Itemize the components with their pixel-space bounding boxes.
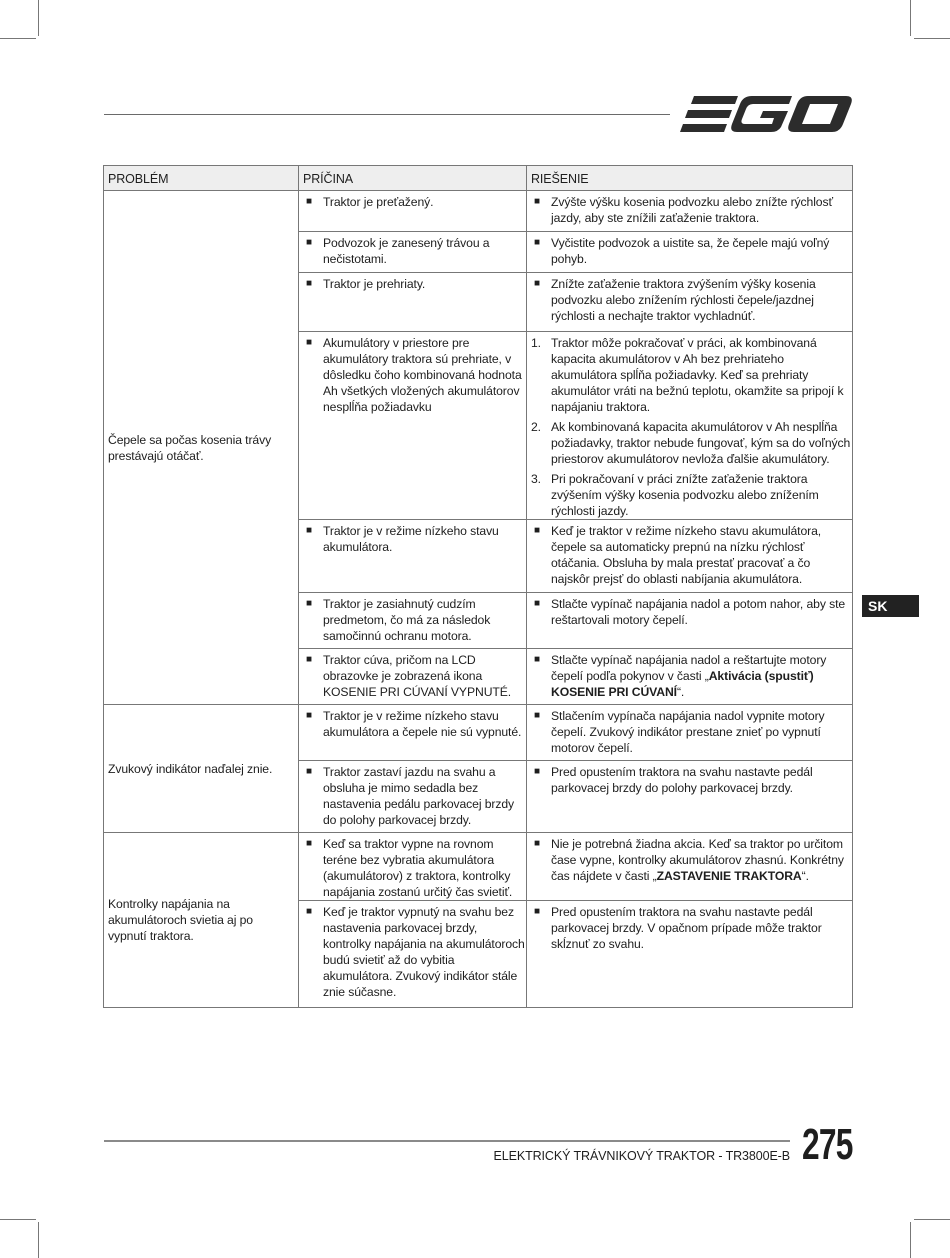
cause-cell: ■ Keď je traktor vypnutý na svahu bez nastavenia parkovacej brzdy, kontrolky napájania na akumulátoroch budú svietiť až do vybitia akumulátora. Zvukový indikátor stále znie súčasne. xyxy=(299,901,527,1008)
square-bullet-icon: ■ xyxy=(306,337,312,348)
numbered-item: 3. Pri pokračovaní v práci znížte zaťaženie traktora zvýšením výšky kosenia podvozku alebo znížením rýchlosti jazdy. xyxy=(531,472,819,518)
square-bullet-icon: ■ xyxy=(306,654,312,665)
cause-cell: ■ Traktor zastaví jazdu na svahu a obsluha je mimo sedadla bez nastavenia pedálu parkovacej brzdy do polohy parkovacej brzdy. xyxy=(299,761,527,833)
problem-text: Kontrolky napájania na akumulátoroch svietia aj po vypnutí traktora. xyxy=(108,897,253,943)
square-bullet-icon: ■ xyxy=(306,766,312,777)
solution-cell: ■ Znížte zaťaženie traktora zvýšením výšky kosenia podvozku alebo znížením rýchlosti čepele/jazdnej rýchlosti a nechajte traktor vychladnúť. xyxy=(527,273,853,332)
table-row xyxy=(104,705,853,761)
numbered-item: 2. Ak kombinovaná kapacita akumulátorov v Ah nesplĺňa požiadavky, traktor nebude fungovať, kým sa do voľných priestorov akumulátorov nevloža ďalšie akumulátory. xyxy=(531,420,851,466)
solution-cell: ■ Stlačením vypínača napájania nadol vypnite motory čepelí. Zvukový indikátor prestane znieť po vypnutí motorov čepelí. xyxy=(527,705,853,761)
solution-cell: ■ Keď je traktor v režime nízkeho stavu akumulátora, čepele sa automaticky prepnú na nízku rýchlosť otáčania. Obsluha by mala prestať pracovať a čo najskôr prejsť do oblasti nabíjania akumulátora. xyxy=(527,520,853,593)
numbered-item: 1. Traktor môže pokračovať v práci, ak kombinovaná kapacita akumulátorov v Ah bez prehriateho akumulátora splĺňa požiadavky. Keď sa prehriaty akumulátor vráti na bežnú teplotu, okamžite sa pripojí k napájaniu traktora. xyxy=(531,336,844,414)
section-reference: Aktivácia (spustiť) KOSENIE PRI CÚVANÍ xyxy=(551,669,814,699)
cause-cell: ■ Traktor je prehriaty. xyxy=(299,273,527,332)
page-number: 275 xyxy=(802,1120,853,1169)
crop-mark xyxy=(914,38,950,39)
cause-cell: ■ Keď sa traktor vypne na rovnom teréne bez vybratia akumulátora (akumulátorov) z traktora, kontrolky napájania zostanú určitý čas svietiť. xyxy=(299,833,527,901)
cause-cell: ■ Traktor je zasiahnutý cudzím predmetom, čo má za následok samočinnú ochranu motora. xyxy=(299,593,527,649)
cause-cell: ■ Akumulátory v priestore pre akumulátory traktora sú prehriate, v dôsledku čoho kombinovaná hodnota Ah všetkých vložených akumulátorov nesplĺňa požiadavku xyxy=(299,332,527,520)
problem-text: Zvukový indikátor naďalej znie. xyxy=(108,761,273,776)
table-row xyxy=(104,191,853,232)
solution-cell: ■ Zvýšte výšku kosenia podvozku alebo znížte rýchlosť jazdy, aby ste znížili zaťaženie traktora. xyxy=(527,191,853,232)
cause-cell: ■ Traktor je preťažený. xyxy=(299,191,527,232)
header-solution: RIEŠENIE xyxy=(527,166,853,191)
square-bullet-icon: ■ xyxy=(534,278,540,289)
crop-mark xyxy=(910,0,911,36)
cause-cell: ■ Traktor cúva, pričom na LCD obrazovke je zobrazená ikona KOSENIE PRI CÚVANÍ VYPNUTÉ. xyxy=(299,649,527,705)
square-bullet-icon: ■ xyxy=(534,906,540,917)
section-reference: ZASTAVENIE TRAKTORA xyxy=(656,869,802,883)
square-bullet-icon: ■ xyxy=(306,906,312,917)
square-bullet-icon: ■ xyxy=(534,196,540,207)
crop-mark xyxy=(914,1219,950,1220)
cause-cell: ■ Traktor je v režime nízkeho stavu akumulátora a čepele nie sú vypnuté. xyxy=(299,705,527,761)
solution-cell: ■ Pred opustením traktora na svahu nastavte pedál parkovacej brzdy do polohy parkovacej brzdy. xyxy=(527,761,853,833)
problem-cell xyxy=(104,833,299,1008)
header-cause: PRÍČINA xyxy=(299,166,527,191)
crop-mark xyxy=(38,0,39,36)
problem-text: Čepele sa počas kosenia trávy prestávajú otáčať. xyxy=(108,432,272,463)
solution-cell: ■ Pred opustením traktora na svahu nastavte pedál parkovacej brzdy. V opačnom prípade môže traktor skĺznuť zo svahu. xyxy=(527,901,853,1008)
solution-cell xyxy=(527,332,853,520)
troubleshooting-table xyxy=(103,165,853,1008)
language-tab: SK xyxy=(862,595,919,617)
square-bullet-icon: ■ xyxy=(534,598,540,609)
footer-title: ELEKTRICKÝ TRÁVNIKOVÝ TRAKTOR - TR3800E-B xyxy=(493,1149,790,1163)
solution-cell: ■ Stlačte vypínač napájania nadol a potom nahor, aby ste reštartovali motory čepelí. xyxy=(527,593,853,649)
solution-cell: ■ Vyčistite podvozok a uistite sa, že čepele majú voľný pohyb. xyxy=(527,232,853,273)
table-header-row xyxy=(104,166,853,191)
square-bullet-icon: ■ xyxy=(534,838,540,849)
square-bullet-icon: ■ xyxy=(306,525,312,536)
square-bullet-icon: ■ xyxy=(306,237,312,248)
square-bullet-icon: ■ xyxy=(306,838,312,849)
solution-cell: ■ Nie je potrebná žiadna akcia. Keď sa traktor po určitom čase vypne, kontrolky akumulátorov zhasnú. Konkrétny čas nájdete v časti „ZASTAVENIE TRAKTORA“. xyxy=(527,833,853,901)
footer-rule xyxy=(104,1140,790,1142)
square-bullet-icon: ■ xyxy=(534,654,540,665)
square-bullet-icon: ■ xyxy=(306,710,312,721)
cause-cell: ■ Traktor je v režime nízkeho stavu akumulátora. xyxy=(299,520,527,593)
ego-logo xyxy=(680,94,852,134)
square-bullet-icon: ■ xyxy=(534,766,540,777)
crop-mark xyxy=(0,1219,36,1220)
square-bullet-icon: ■ xyxy=(306,598,312,609)
crop-mark xyxy=(38,1222,39,1258)
header-problem: PROBLÉM xyxy=(104,166,299,191)
square-bullet-icon: ■ xyxy=(534,237,540,248)
crop-mark xyxy=(910,1222,911,1258)
problem-cell xyxy=(104,191,299,705)
square-bullet-icon: ■ xyxy=(306,196,312,207)
square-bullet-icon: ■ xyxy=(534,710,540,721)
solution-cell: ■ Stlačte vypínač napájania nadol a reštartujte motory čepelí podľa pokynov v časti „Aktivácia (spustiť) KOSENIE PRI CÚVANÍ“. xyxy=(527,649,853,705)
square-bullet-icon: ■ xyxy=(534,525,540,536)
cause-cell: ■ Podvozok je zanesený trávou a nečistotami. xyxy=(299,232,527,273)
header-rule xyxy=(104,114,670,115)
crop-mark xyxy=(0,38,36,39)
table-row xyxy=(104,833,853,901)
problem-cell xyxy=(104,705,299,833)
square-bullet-icon: ■ xyxy=(306,278,312,289)
